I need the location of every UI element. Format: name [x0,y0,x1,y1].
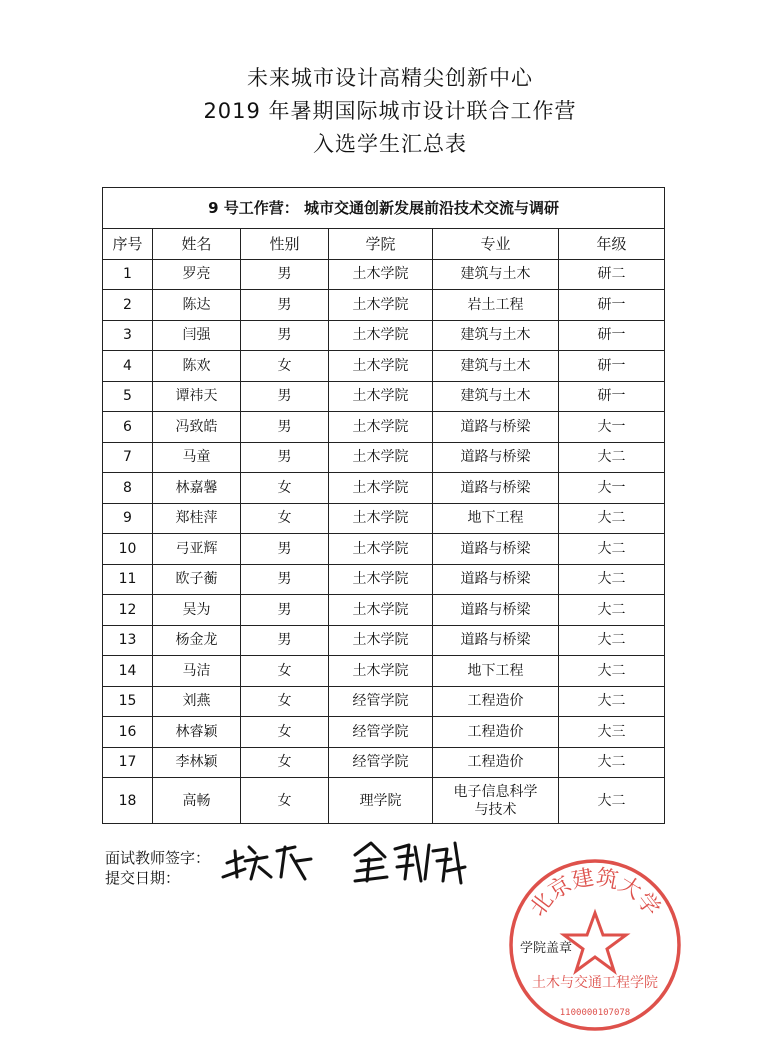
major-cell: 道路与桥梁 [433,473,559,504]
header-cell: 年级 [559,229,665,260]
name-cell: 欧子蘅 [153,564,241,595]
table-row [103,625,665,656]
name-cell: 闫强 [153,320,241,351]
seal-label: 学院盖章 [520,941,573,956]
camp-title: 9 号工作营： 城市交通创新发展前沿技术交流与调研 [103,188,665,229]
grade-cell: 大二 [559,595,665,626]
table-row [103,290,665,321]
title-line-1: 未来城市设计高精尖创新中心 [247,66,533,90]
gender-cell: 女 [241,656,329,687]
major-cell: 工程造价 [433,747,559,778]
svg-text:北京建筑大学: 北京建筑大学 [525,865,665,921]
header-cell: 性别 [241,229,329,260]
gender-cell: 女 [241,778,329,824]
index-cell: 2 [103,290,153,321]
gender-cell: 男 [241,564,329,595]
svg-text:土木与交通工程学院: 土木与交通工程学院 [532,975,658,991]
svg-text:1100000107078: 1100000107078 [559,1008,631,1018]
gender-cell: 女 [241,351,329,382]
name-cell: 李林颖 [153,747,241,778]
index-cell: 14 [103,656,153,687]
name-cell: 马洁 [153,656,241,687]
major-cell: 岩土工程 [433,290,559,321]
title-line-3: 入选学生汇总表 [313,132,467,156]
table-row [103,442,665,473]
gender-cell: 男 [241,625,329,656]
name-cell: 谭祎天 [153,381,241,412]
college-cell: 土木学院 [329,473,433,504]
gender-cell: 女 [241,473,329,504]
grade-cell: 研一 [559,290,665,321]
major-cell: 建筑与土木 [433,351,559,382]
gender-cell: 男 [241,381,329,412]
camp-title-row [103,188,665,229]
grade-cell: 大二 [559,503,665,534]
index-cell: 13 [103,625,153,656]
grade-cell: 大二 [559,534,665,565]
college-cell: 土木学院 [329,290,433,321]
grade-cell: 研二 [559,259,665,290]
name-cell: 杨金龙 [153,625,241,656]
name-cell: 弓亚辉 [153,534,241,565]
title-line-2: 2019 年暑期国际城市设计联合工作营 [203,99,577,123]
table-row [103,412,665,443]
grade-cell: 大二 [559,442,665,473]
table-row [103,656,665,687]
major-cell: 地下工程 [433,656,559,687]
grade-cell: 大一 [559,473,665,504]
major-cell: 道路与桥梁 [433,625,559,656]
gender-cell: 女 [241,503,329,534]
major-cell: 工程造价 [433,717,559,748]
header-cell: 专业 [433,229,559,260]
gender-cell: 男 [241,320,329,351]
college-cell: 土木学院 [329,320,433,351]
header-row [103,229,665,260]
name-cell: 郑桂萍 [153,503,241,534]
grade-cell: 大一 [559,412,665,443]
index-cell: 5 [103,381,153,412]
major-cell: 地下工程 [433,503,559,534]
document-title-block [0,62,780,161]
major-cell: 建筑与土木 [433,381,559,412]
major-cell: 电子信息科学 与技术 [433,778,559,824]
gender-cell: 男 [241,442,329,473]
index-cell: 7 [103,442,153,473]
gender-cell: 男 [241,534,329,565]
table-row [103,381,665,412]
grade-cell: 大二 [559,686,665,717]
table-row [103,259,665,290]
college-cell: 经管学院 [329,717,433,748]
header-cell: 序号 [103,229,153,260]
major-cell: 道路与桥梁 [433,534,559,565]
header-cell: 学院 [329,229,433,260]
name-cell: 罗亮 [153,259,241,290]
index-cell: 16 [103,717,153,748]
table-row [103,534,665,565]
index-cell: 15 [103,686,153,717]
college-cell: 土木学院 [329,656,433,687]
major-cell: 建筑与土木 [433,320,559,351]
major-cell: 建筑与土木 [433,259,559,290]
college-cell: 土木学院 [329,534,433,565]
name-cell: 高畅 [153,778,241,824]
major-cell: 道路与桥梁 [433,564,559,595]
gender-cell: 男 [241,412,329,443]
name-cell: 马童 [153,442,241,473]
index-cell: 11 [103,564,153,595]
table-row [103,351,665,382]
gender-cell: 女 [241,686,329,717]
table-row [103,320,665,351]
gender-cell: 女 [241,747,329,778]
grade-cell: 大二 [559,656,665,687]
student-roster-table [102,187,665,824]
grade-cell: 大三 [559,717,665,748]
table-row [103,473,665,504]
teacher-signature-label: 面试教师签字： [105,849,211,867]
table-row [103,686,665,717]
college-cell: 土木学院 [329,442,433,473]
header-cell: 姓名 [153,229,241,260]
index-cell: 12 [103,595,153,626]
name-cell: 林嘉馨 [153,473,241,504]
table-row [103,564,665,595]
index-cell: 6 [103,412,153,443]
major-cell: 道路与桥梁 [433,412,559,443]
index-cell: 1 [103,259,153,290]
college-cell: 土木学院 [329,259,433,290]
major-cell: 工程造价 [433,686,559,717]
name-cell: 林睿颖 [153,717,241,748]
college-cell: 理学院 [329,778,433,824]
table-row [103,747,665,778]
name-cell: 陈达 [153,290,241,321]
major-cell: 道路与桥梁 [433,442,559,473]
college-cell: 经管学院 [329,747,433,778]
name-cell: 冯致皓 [153,412,241,443]
college-cell: 土木学院 [329,351,433,382]
college-cell: 土木学院 [329,503,433,534]
grade-cell: 研一 [559,381,665,412]
index-cell: 18 [103,778,153,824]
handwritten-signature [215,833,485,888]
name-cell: 刘燕 [153,686,241,717]
index-cell: 10 [103,534,153,565]
grade-cell: 大二 [559,747,665,778]
grade-cell: 研一 [559,320,665,351]
college-cell: 土木学院 [329,412,433,443]
college-cell: 土木学院 [329,595,433,626]
gender-cell: 男 [241,259,329,290]
index-cell: 3 [103,320,153,351]
index-cell: 9 [103,503,153,534]
table-row [103,717,665,748]
name-cell: 陈欢 [153,351,241,382]
index-cell: 8 [103,473,153,504]
table-row [103,778,665,824]
table-row [103,503,665,534]
major-cell: 道路与桥梁 [433,595,559,626]
grade-cell: 大二 [559,625,665,656]
index-cell: 17 [103,747,153,778]
grade-cell: 大二 [559,564,665,595]
submit-date-label: 提交日期： [105,869,181,887]
grade-cell: 大二 [559,778,665,824]
college-cell: 土木学院 [329,381,433,412]
grade-cell: 研一 [559,351,665,382]
gender-cell: 男 [241,595,329,626]
college-cell: 土木学院 [329,564,433,595]
college-cell: 土木学院 [329,625,433,656]
name-cell: 吴为 [153,595,241,626]
index-cell: 4 [103,351,153,382]
gender-cell: 女 [241,717,329,748]
table-row [103,595,665,626]
gender-cell: 男 [241,290,329,321]
college-cell: 经管学院 [329,686,433,717]
